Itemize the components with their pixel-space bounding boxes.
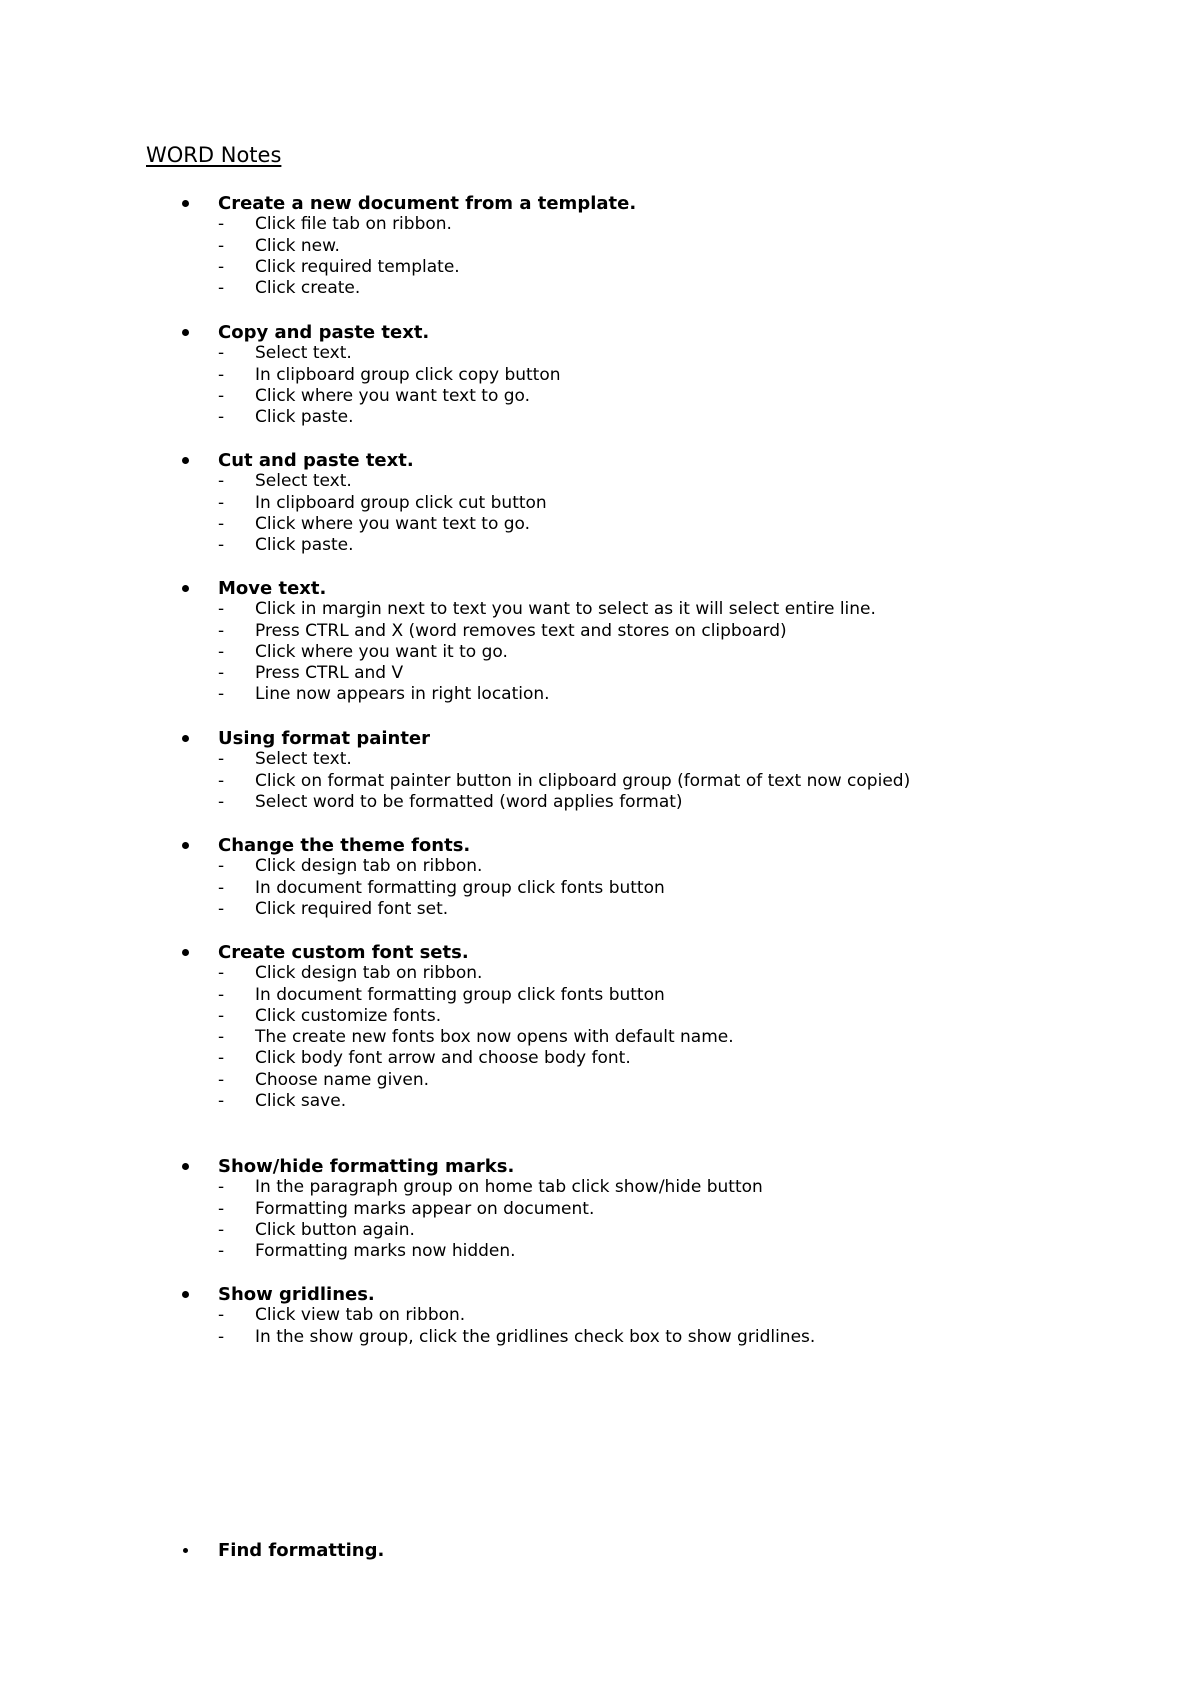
list-item: - Click required template. — [218, 256, 460, 277]
list-item: - Select word to be formatted (word applies format) — [218, 791, 683, 812]
bullet-icon — [182, 949, 189, 956]
section-heading: Move text. — [176, 578, 1136, 599]
section-heading: Create a new document from a template. — [176, 193, 1136, 214]
list-item: - Click design tab on ribbon. — [218, 963, 483, 984]
list-item: - Click button again. — [218, 1219, 415, 1240]
step-list — [176, 963, 1136, 1112]
section-find-formatting — [176, 1540, 1136, 1561]
step-list — [176, 856, 1136, 920]
bullet-icon — [182, 585, 189, 592]
bullet-icon — [182, 1163, 189, 1170]
list-item: - Click design tab on ribbon. — [218, 856, 483, 877]
list-item: - Click where you want it to go. — [218, 641, 508, 662]
step-list — [176, 1177, 1136, 1262]
list-item: - Click paste. — [218, 535, 354, 556]
section-format-painter — [176, 728, 1136, 813]
list-item: - Click file tab on ribbon. — [218, 214, 452, 235]
section-theme-fonts — [176, 835, 1136, 920]
section-move-text — [176, 578, 1136, 706]
section-heading: Cut and paste text. — [176, 450, 1136, 471]
list-item: - Select text. — [218, 749, 352, 770]
section-heading: Show gridlines. — [176, 1284, 1136, 1305]
list-item: - Click in margin next to text you want to select as it will select entire line. — [218, 599, 876, 620]
list-item: - Click where you want text to go. — [218, 513, 531, 534]
section-heading: Show/hide formatting marks. — [176, 1156, 1136, 1177]
section-show-hide-marks — [176, 1156, 1136, 1262]
step-list — [176, 214, 1136, 299]
list-item: - Click view tab on ribbon. — [218, 1305, 466, 1326]
list-item: - The create new fonts box now opens with default name. — [218, 1027, 734, 1048]
list-item: - Click required font set. — [218, 898, 449, 919]
section-custom-font-sets — [176, 942, 1136, 1112]
list-item: - In the paragraph group on home tab click show/hide button — [218, 1177, 763, 1198]
section-heading: Create custom font sets. — [176, 942, 1136, 963]
section-cut-paste — [176, 450, 1136, 556]
list-item: - Select text. — [218, 471, 352, 492]
list-item: - Click new. — [218, 235, 340, 256]
section-heading: Using format painter — [176, 728, 1136, 749]
step-list — [176, 749, 1136, 813]
list-item: - Click paste. — [218, 407, 354, 428]
step-list — [176, 471, 1136, 556]
bullet-icon — [182, 842, 189, 849]
list-item: - Formatting marks now hidden. — [218, 1241, 516, 1262]
step-list — [176, 599, 1136, 705]
section-show-gridlines — [176, 1284, 1136, 1348]
list-item: - Click save. — [218, 1091, 347, 1112]
list-item: - Click on format painter button in clipboard group (format of text now copied) — [218, 770, 911, 791]
list-item: - Click customize fonts. — [218, 1005, 442, 1026]
list-item: - In the show group, click the gridlines check box to show gridlines. — [218, 1326, 816, 1347]
list-item: - Select text. — [218, 343, 352, 364]
page-title: WORD Notes — [146, 143, 282, 167]
list-item: - In document formatting group click fonts button — [218, 877, 665, 898]
list-item: - In document formatting group click fonts button — [218, 984, 665, 1005]
list-item: - Click create. — [218, 278, 361, 299]
bullet-icon — [182, 735, 189, 742]
bullet-icon — [182, 457, 189, 464]
list-item: - In clipboard group click cut button — [218, 492, 547, 513]
section-heading: Change the theme fonts. — [176, 835, 1136, 856]
list-item: - Line now appears in right location. — [218, 684, 550, 705]
list-item: - Click where you want text to go. — [218, 385, 531, 406]
list-item: - Press CTRL and X (word removes text and stores on clipboard) — [218, 620, 787, 641]
step-list — [176, 343, 1136, 428]
bullet-icon — [182, 329, 189, 336]
list-item: - Press CTRL and V — [218, 663, 404, 684]
list-item: - Choose name given. — [218, 1069, 429, 1090]
bullet-icon — [182, 200, 189, 207]
list-item: - In clipboard group click copy button — [218, 364, 561, 385]
section-heading: Copy and paste text. — [176, 322, 1136, 343]
list-item: - Formatting marks appear on document. — [218, 1198, 595, 1219]
bullet-icon — [182, 1291, 189, 1298]
section-copy-paste — [176, 322, 1136, 428]
list-item: - Click body font arrow and choose body font. — [218, 1048, 631, 1069]
step-list — [176, 1305, 1136, 1348]
section-heading: Find formatting. — [176, 1540, 1136, 1561]
bullet-icon — [183, 1548, 188, 1553]
section-create-from-template — [176, 193, 1136, 299]
